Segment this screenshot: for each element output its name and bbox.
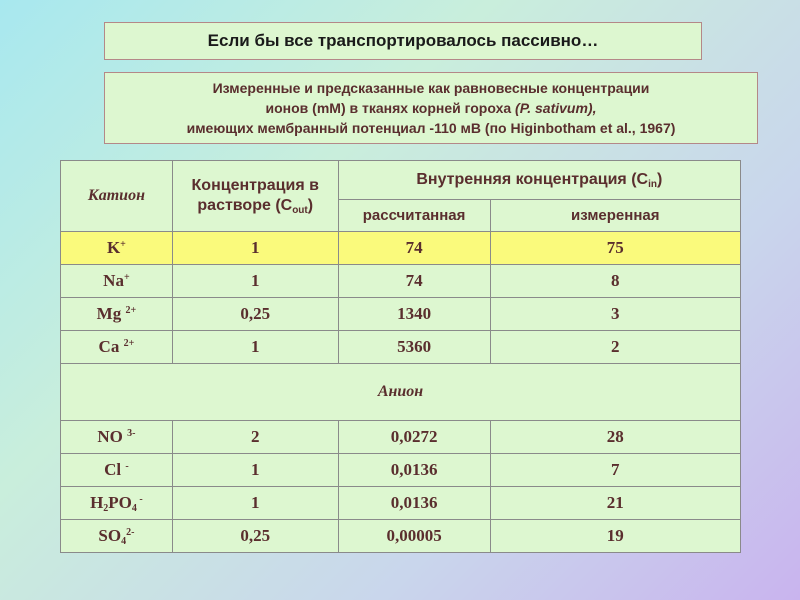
- measured-cell: 75: [490, 232, 741, 265]
- calculated-cell: 0,0136: [338, 487, 490, 520]
- measured-cell: 3: [490, 298, 741, 331]
- ion-cell: [61, 331, 173, 364]
- ion-cell: [61, 265, 173, 298]
- solution-cell: 1: [172, 232, 338, 265]
- table-row: [61, 265, 741, 298]
- ion-cell: [61, 298, 173, 331]
- ion-subscript: 4: [131, 503, 137, 514]
- measured-cell: 19: [490, 520, 741, 553]
- solution-cell: 1: [172, 454, 338, 487]
- ion-symbol: NO: [97, 427, 128, 446]
- table-row: [61, 487, 741, 520]
- table-row: [61, 331, 741, 364]
- calculated-cell: 74: [338, 265, 490, 298]
- ion-charge: 2-: [126, 527, 135, 538]
- table-row: [61, 232, 741, 265]
- measured-cell: 21: [490, 487, 741, 520]
- caption-species: (P. sativum),: [515, 100, 597, 116]
- anion-section-label: Анион: [61, 364, 741, 421]
- table-row: [61, 520, 741, 553]
- slide-title-box: [104, 22, 702, 60]
- ion-subscript: 2: [103, 503, 109, 514]
- header-solution-tail: ): [307, 197, 314, 214]
- caption-line-1: Измеренные и предсказанные как равновесные концентрации: [212, 80, 650, 96]
- header-internal-concentration: [338, 161, 740, 200]
- calculated-cell: 5360: [338, 331, 490, 364]
- measured-cell: 2: [490, 331, 741, 364]
- ion-symbol: Na: [103, 271, 124, 290]
- header-measured: измеренная: [490, 200, 741, 232]
- header-cation: Катион: [61, 161, 173, 232]
- ion-symbol: Ca: [98, 337, 124, 356]
- table-row: [61, 298, 741, 331]
- solution-cell: 2: [172, 421, 338, 454]
- ion-symbol: K: [106, 238, 121, 257]
- solution-cell: 1: [172, 331, 338, 364]
- table-row: [61, 454, 741, 487]
- caption-line-2-text: ионов (mM) в тканях корней гороха: [265, 100, 516, 116]
- header-calculated: рассчитанная: [338, 200, 490, 232]
- measured-cell: 7: [490, 454, 741, 487]
- solution-cell: 0,25: [172, 520, 338, 553]
- ion-cell: [61, 421, 173, 454]
- ion-symbol-part: PO: [108, 493, 132, 512]
- slide-title: Если бы все транспортировалось пассивно…: [207, 31, 599, 50]
- caption-line-3: имеющих мембранный потенциал -110 мВ (по Higinbotham et al., 1967): [186, 120, 676, 136]
- table-row: [61, 421, 741, 454]
- ion-charge: -: [125, 461, 129, 472]
- measured-cell: 8: [490, 265, 741, 298]
- ion-charge: 3-: [127, 428, 136, 439]
- calculated-cell: 0,0272: [338, 421, 490, 454]
- caption-line-2: [266, 98, 597, 118]
- header-solution-sub: out: [292, 205, 308, 216]
- measured-cell: 28: [490, 421, 741, 454]
- header-solution-line2: растворе (C: [197, 197, 293, 214]
- header-solution-line1: Концентрация в: [191, 177, 319, 194]
- table-caption-box: [104, 72, 758, 144]
- calculated-cell: 0,0136: [338, 454, 490, 487]
- calculated-cell: 1340: [338, 298, 490, 331]
- ion-symbol: Cl: [104, 460, 126, 479]
- ion-cell: [61, 520, 173, 553]
- ion-subscript: 4: [121, 536, 127, 547]
- header-internal-tail: ): [656, 171, 663, 188]
- ion-charge: -: [136, 494, 143, 505]
- ion-symbol-part: SO: [98, 526, 122, 545]
- header-solution-concentration: [172, 161, 338, 232]
- ion-charge: +: [123, 272, 130, 283]
- ion-cell: [61, 232, 173, 265]
- solution-cell: 0,25: [172, 298, 338, 331]
- ion-charge: 2+: [125, 305, 137, 316]
- ion-charge: 2+: [123, 338, 135, 349]
- ion-symbol: Mg: [96, 304, 126, 323]
- solution-cell: 1: [172, 265, 338, 298]
- ion-charge: +: [120, 239, 126, 250]
- header-internal-sub: in: [648, 179, 657, 190]
- solution-cell: 1: [172, 487, 338, 520]
- calculated-cell: 74: [338, 232, 490, 265]
- ion-concentration-table: [60, 160, 741, 553]
- anion-section-row: [61, 364, 741, 421]
- ion-symbol-part: H: [90, 493, 104, 512]
- calculated-cell: 0,00005: [338, 520, 490, 553]
- ion-cell: [61, 454, 173, 487]
- header-internal-text: Внутренняя концентрация (C: [416, 171, 649, 188]
- ion-cell: [61, 487, 173, 520]
